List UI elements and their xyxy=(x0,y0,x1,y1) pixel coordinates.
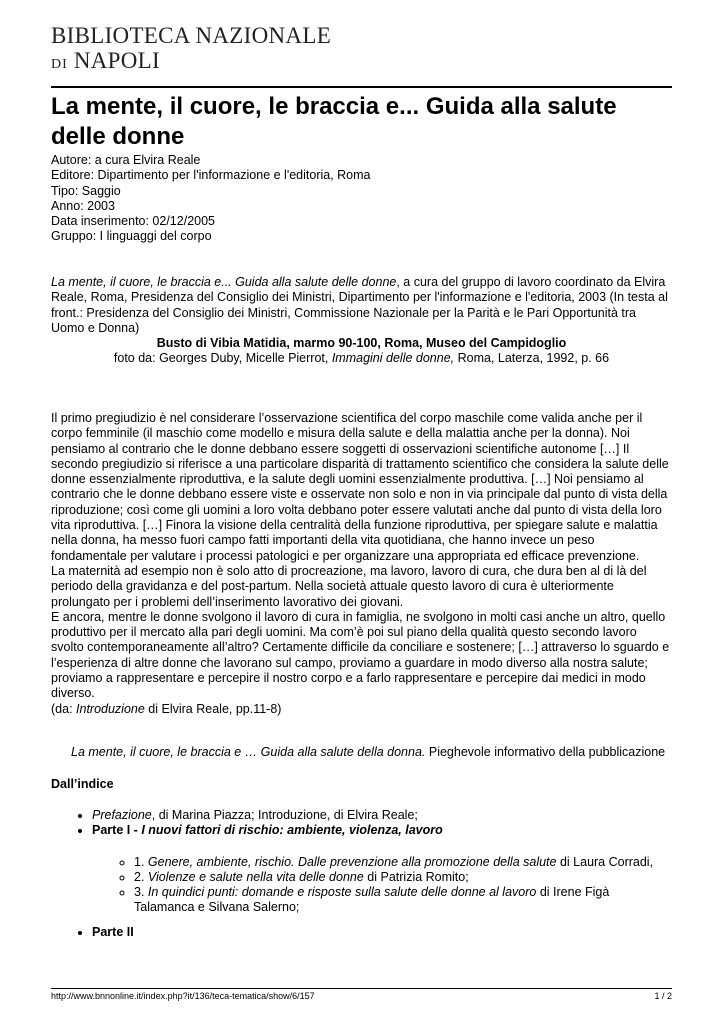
sub-num: 3. xyxy=(134,885,148,900)
meta-data: Data inserimento: 02/12/2005 xyxy=(51,214,215,229)
header-rule xyxy=(51,86,672,88)
sub-num: 2. xyxy=(134,869,148,884)
pieghevole-rest: Pieghevole informativo della pubblicazione xyxy=(425,745,666,759)
index-list xyxy=(51,808,672,940)
sub-italic: In quindici punti: domande e risposte sulla salute delle donne al lavoro xyxy=(147,885,537,900)
item-bold: Parte I - xyxy=(92,823,142,838)
list-item xyxy=(92,925,672,940)
item-italic: Prefazione xyxy=(92,808,152,822)
meta-tipo: Tipo: Saggio xyxy=(51,183,121,198)
meta-editore: Editore: Dipartimento per l'informazione e l'editoria, Roma xyxy=(51,168,371,183)
sub-italic: Genere, ambiente, rischio. Dalle prevenzione alla promozione della salute xyxy=(147,854,557,869)
source-suffix: di Elvira Reale, pp.11-8) xyxy=(144,701,282,716)
logo-di: DI xyxy=(51,57,68,72)
body-paragraph-3: E ancora, mentre le donne svolgono il lavoro di cura in famiglia, ne svolgono in molti casi anche un altro, quello produttivo per il mercato alla pari degli uomini. Ma com’è poi sul piano della qualità questo secondo lavoro svolto contemporaneamente all’altro? Certamente difficile da conciliare e sostenere; […] attraverso lo sguardo e l’esperienza di altre donne che lavorano sul campo, proviamo a guardare in modo diverso alla nostra salute; proviamo a rappresentare e percepire il nostro corpo e a farlo rappresentare e percepire dai medici in modo diverso. xyxy=(51,609,670,701)
intro-rest: , a cura del gruppo di lavoro coordinato da Elvira Reale, Roma, Presidenza del Consiglio dei Ministri, Dipartimento per l'informazione e l'editoria, 2003 (In testa al front.: Presidenza del Consiglio dei Ministri, Commissione Nazionale per la Parità e le Pari Opportunità tra Uomo e Donna) xyxy=(51,275,668,335)
intro-paragraph xyxy=(51,275,672,336)
logo-line-2 xyxy=(51,49,331,72)
source-italic: Introduzione xyxy=(76,701,145,716)
sub-num: 1. xyxy=(134,854,148,869)
sub-italic: Violenze e salute nella vita delle donne xyxy=(147,869,364,884)
item-bold: Parte II xyxy=(92,924,134,939)
page-title: La mente, il cuore, le braccia e... Guida alla salute delle donne xyxy=(51,93,617,150)
pieghevole-note xyxy=(71,745,672,760)
meta-autore: Autore: a cura Elvira Reale xyxy=(51,153,201,167)
pieghevole-italic: La mente, il cuore, le braccia e … Guida alla salute della donna. xyxy=(71,745,426,759)
sub-rest: di Patrizia Romito; xyxy=(363,869,469,884)
index-heading: Dall’indice xyxy=(51,777,114,791)
body-paragraph-1: Il primo pregiudizio è nel considerare l’osservazione scientifica del corpo maschile come valida anche per il corpo femminile (il maschio come modello e misura della salute e della malattia anche per la donna). Noi pensiamo al contrario che le donne debbano essere soggetti di osservazioni scientifiche autonome […] Il secondo pregiudizio si riferisce a una particolare disparità di trattamento scientifico che considera la salute delle donne essenzialmente riproduttiva, e la salute degli uomini essenzialmente produttiva. […] Noi pensiamo al contrario che le donne debbano essere viste e osservate non solo e non in via principale dal punto di vista della riproduzione; così come gli uomini a loro volta debbano poter essere valutati anche dal punto di vista della loro vita riproduttiva. […] Finora la visione della centralità della funzione riproduttiva, per spiegare salute e malattia nella donna, ha messo fuori campo fatti importanti della vita quotidiana, che hanno invece un peso fondamentale per valutare i processi patologici e per organizzare una appropriata ed efficace prevenzione. xyxy=(51,411,669,563)
sublist-item xyxy=(134,855,672,870)
caption-credit-italic: Immagini delle donne, xyxy=(331,351,455,366)
item-bold-italic: I nuovi fattori di rischio: ambiente, violenza, lavoro xyxy=(141,823,443,838)
page-footer xyxy=(51,988,672,1002)
source-prefix: (da: xyxy=(51,701,77,716)
caption-title: Busto di Vibia Matidia, marmo 90-100, Roma, Museo del Campidoglio xyxy=(156,336,567,350)
list-item xyxy=(92,823,672,915)
footer-page-number: 1 / 2 xyxy=(654,991,672,1001)
body-text xyxy=(51,411,672,717)
body-source xyxy=(51,702,672,717)
library-logo xyxy=(51,24,331,72)
index-sublist xyxy=(92,855,672,916)
body-paragraph-2: La maternità ad esempio non è solo atto di procreazione, ma lavoro, lavoro di cura, che dura ben al di là del periodo della gravidanza e del post-partum. Nella società attuale questo lavoro di cura è ulteriormente prolungato per i problemi dell’inserimento lavorativo dei giovani. xyxy=(51,563,647,609)
logo-line-1: BIBLIOTECA NAZIONALE xyxy=(51,23,332,48)
sub-rest: di Irene Figà Talamanca e Silvana Salerno; xyxy=(134,885,610,915)
metadata-block xyxy=(51,153,371,245)
intro-title: La mente, il cuore, le braccia e... Guida alla salute delle donne xyxy=(51,275,397,289)
meta-anno: Anno: 2003 xyxy=(51,198,115,213)
sublist-item xyxy=(134,885,672,916)
meta-gruppo: Gruppo: I linguaggi del corpo xyxy=(51,229,212,244)
sub-rest: di Laura Corradi, xyxy=(556,854,654,869)
image-caption xyxy=(51,336,672,367)
footer-url[interactable]: http://www.bnnonline.it/index.php?it/136/teca-tematica/show/6/157 xyxy=(51,991,315,1001)
sublist-item xyxy=(134,870,672,885)
logo-napoli: NAPOLI xyxy=(73,48,160,73)
list-item xyxy=(92,808,672,823)
caption-credit-prefix: foto da: Georges Duby, Micelle Pierrot, xyxy=(113,351,332,366)
item-rest: , di Marina Piazza; Introduzione, di Elvira Reale; xyxy=(151,808,418,822)
caption-credit-suffix: Roma, Laterza, 1992, p. 66 xyxy=(454,351,610,366)
